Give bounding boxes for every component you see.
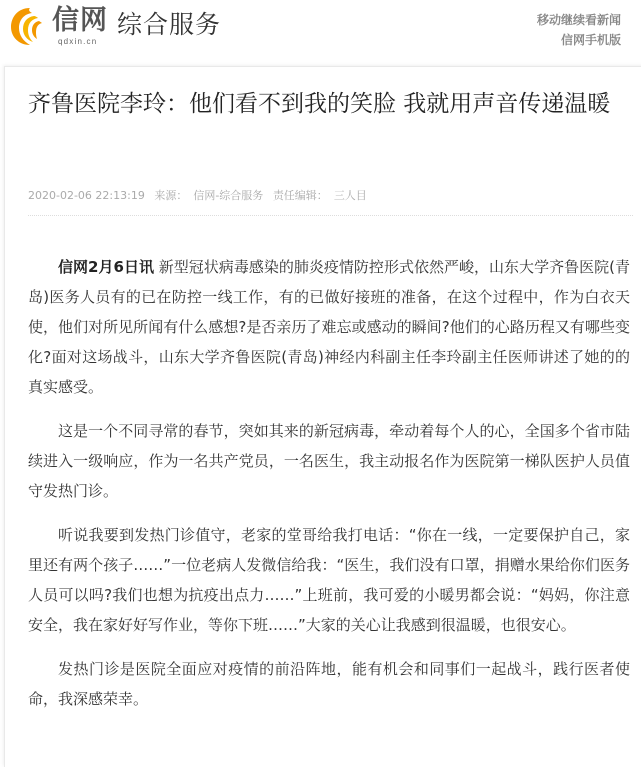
paragraph-1-text: 新型冠状病毒感染的肺炎疫情防控形式依然严峻，山东大学齐鲁医院(青岛)医务人员有的已在防控一线工作，有的已做好接班的准备，在这个过程中，作为白衣天使，他们对所见所闻有什么感想?是否亲历了难忘或感动的瞬间?他们的心路历程又有哪些变化?面对这场战斗，山东大学齐鲁医院(青岛)神经内科副主任李玲副主任医师讲述了她的的真实感受。 xyxy=(28,258,631,396)
paragraph-1 xyxy=(28,252,630,402)
article-title: 齐鲁医院李玲：他们看不到我的笑脸 我就用声音传递温暖 xyxy=(28,91,611,117)
paragraph-2: 这是一个不同寻常的春节，突如其来的新冠病毒，牵动着每个人的心，全国多个省市陆续进入一级响应，作为一名共产党员，一名医生，我主动报名作为医院第一梯队医护人员值守发热门诊。 xyxy=(28,422,630,500)
editor-label: 责任编辑： xyxy=(272,189,328,202)
logo-text: 信网 xyxy=(52,5,108,36)
mobile-line-1: 移动继续看新闻 xyxy=(536,13,621,27)
site-logo[interactable] xyxy=(8,4,112,50)
article-datetime: 2020-02-06 22:13:19 xyxy=(28,189,145,202)
site-header xyxy=(0,0,641,58)
source-label: 来源： xyxy=(154,189,188,202)
paragraph-3: 听说我要到发热门诊值守，老家的堂哥给我打电话：“你在一线，一定要保护自己，家里还有两个孩子……”一位老病人发微信给我：“医生，我们没有口罩，捐赠水果给你们医务人员可以吗?我们也想为抗疫出点力……”上班前，我可爱的小暖男都会说：“妈妈，你注意安全，我在家好好写作业，等你下班……”大家的关心让我感到很温暖，也很安心。 xyxy=(28,526,630,634)
article-meta xyxy=(28,187,373,203)
channel-title[interactable]: 综合服务 xyxy=(117,10,222,39)
logo-domain: qdxin.cn xyxy=(58,37,98,46)
dateline: 信网2月6日讯 xyxy=(58,258,154,276)
logo-swirl-icon xyxy=(8,4,52,48)
paragraph-4: 发热门诊是医院全面应对疫情的前沿阵地，能有机会和同事们一起战斗，践行医者使命，我深感荣幸。 xyxy=(28,660,630,708)
mobile-version-link[interactable] xyxy=(537,10,621,50)
article-source: 信网-综合服务 xyxy=(193,189,264,202)
article-body xyxy=(28,252,630,728)
article-editor: 三人目 xyxy=(333,189,367,202)
meta-divider xyxy=(28,215,633,216)
mobile-line-2: 信网手机版 xyxy=(560,33,621,47)
